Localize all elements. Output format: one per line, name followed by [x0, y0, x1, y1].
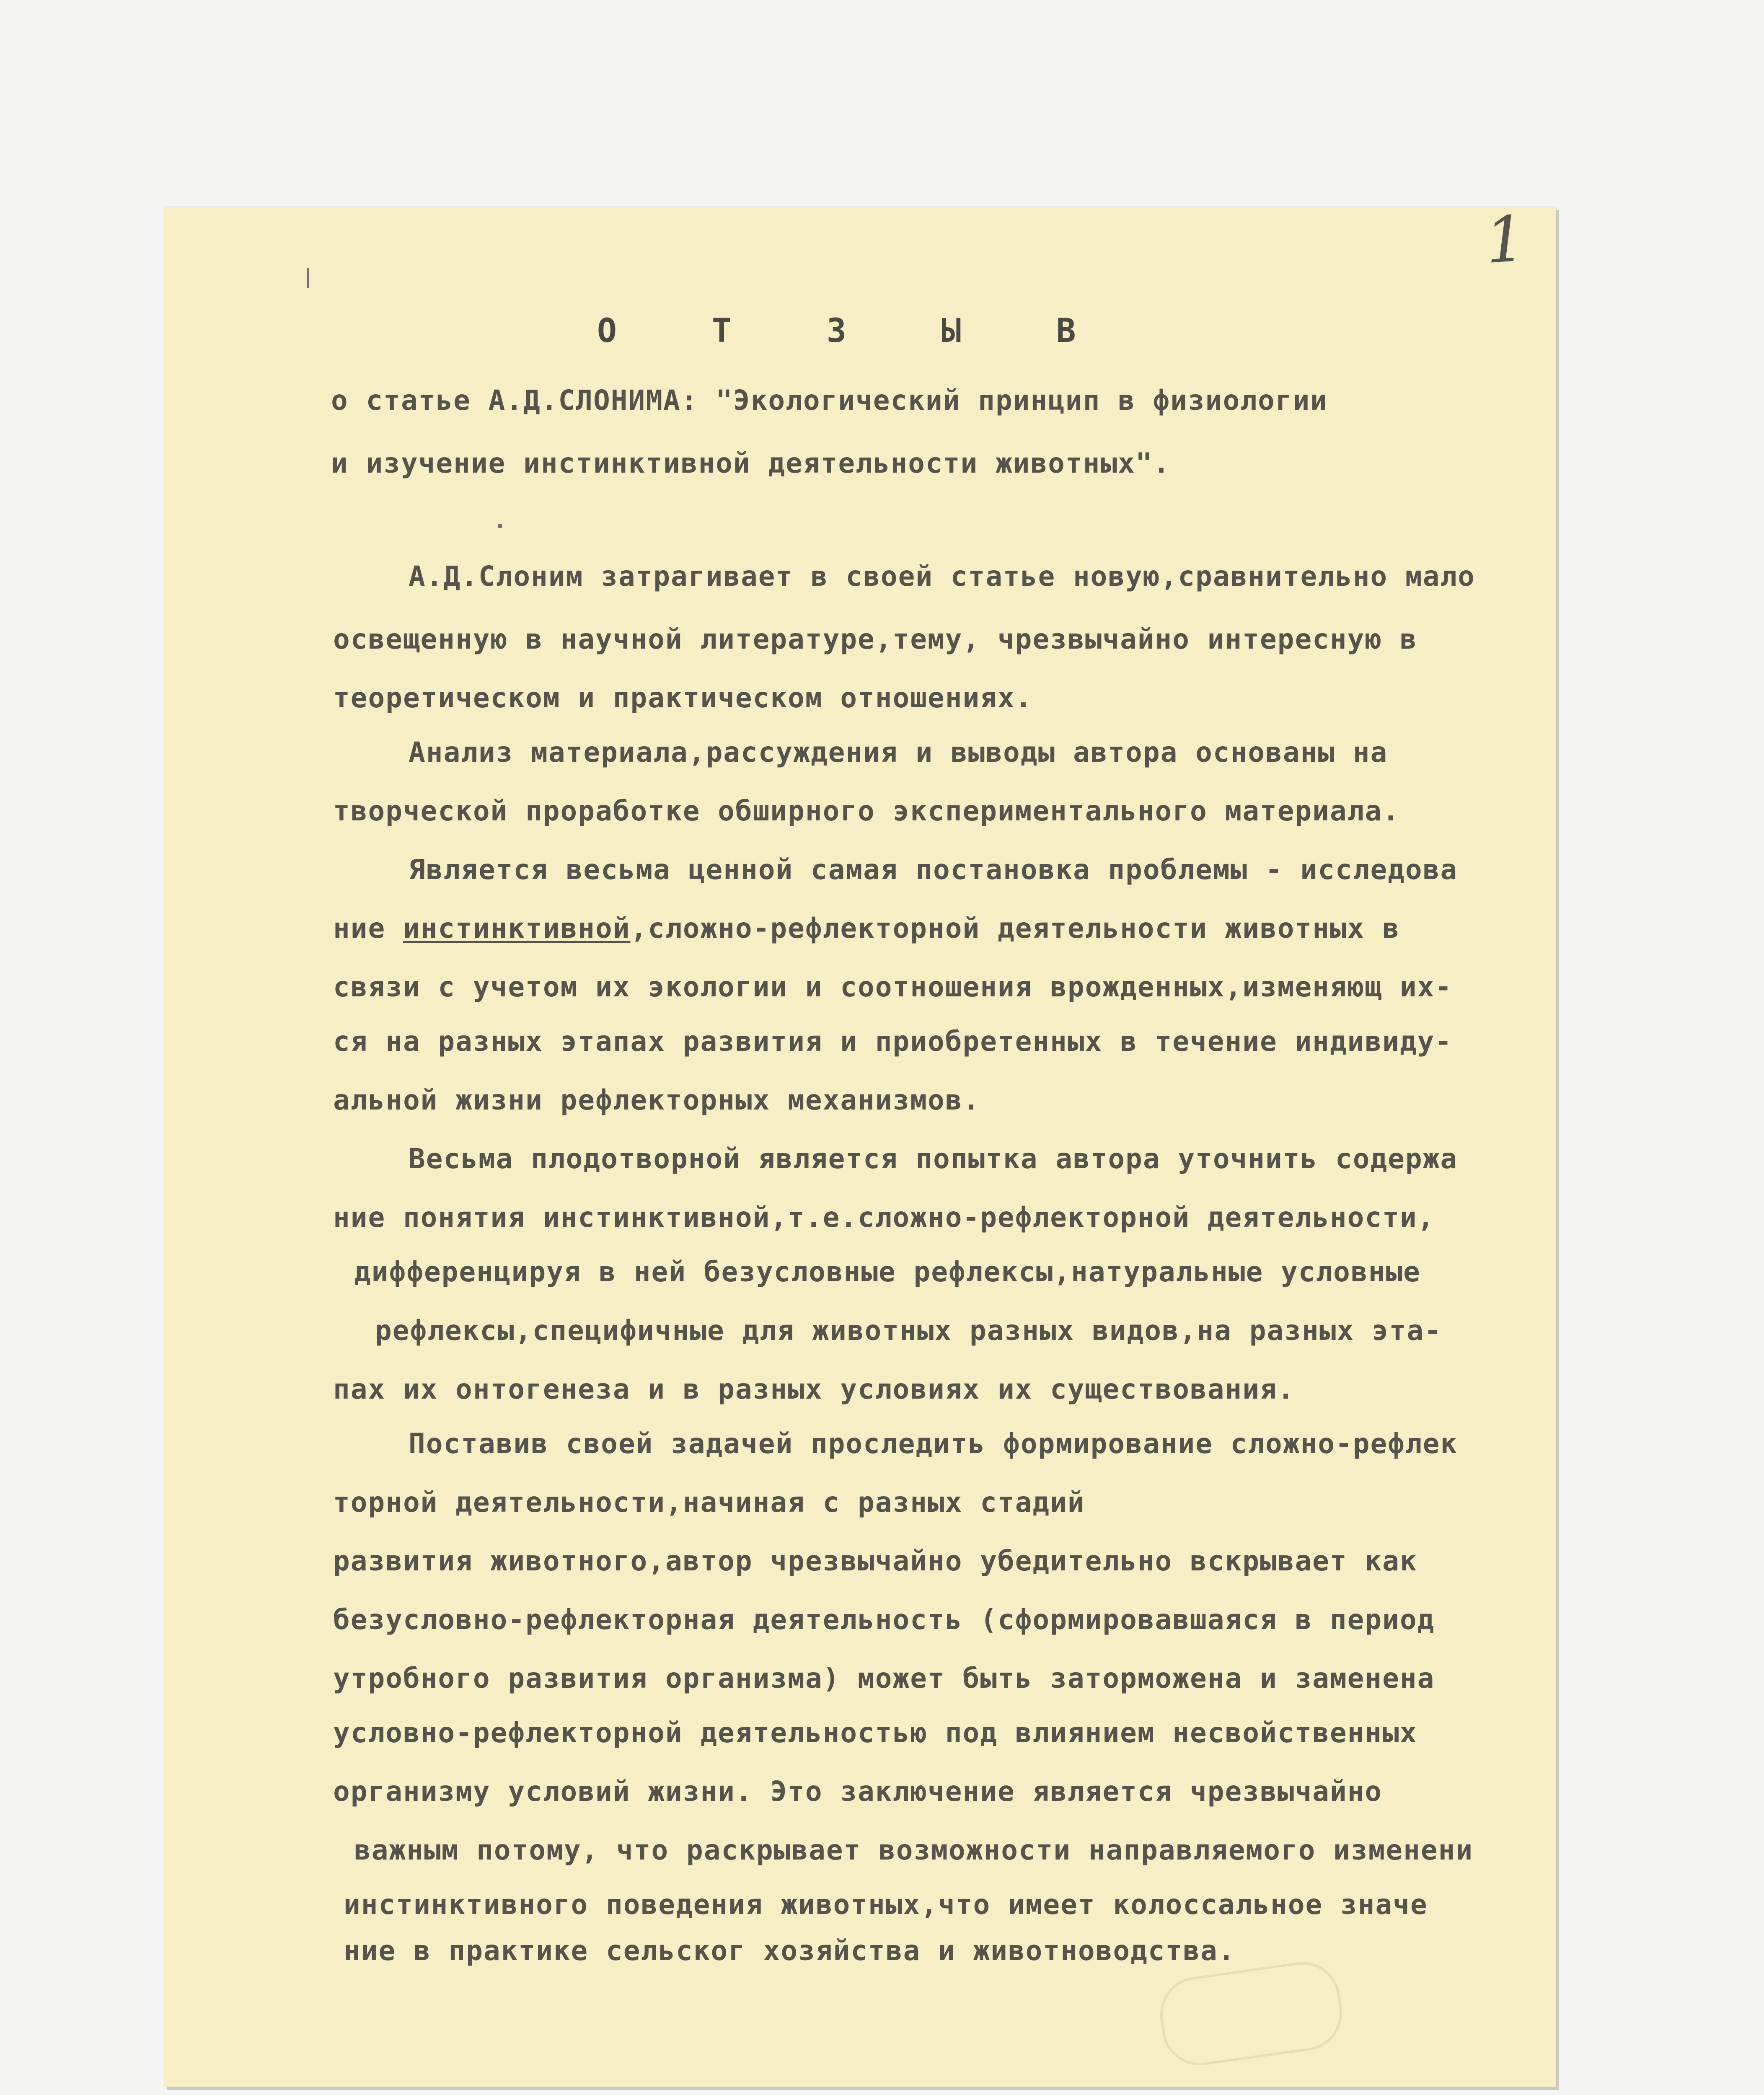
- body-line-20: утробного развития организма) может быть заторможена и заменена: [333, 1662, 1435, 1694]
- body-line-23: важным потому, что раскрывает возможности направляемого изменени: [354, 1834, 1474, 1866]
- body-line-4: Анализ материала,рассуждения и выводы автора основаны на: [409, 736, 1388, 768]
- body-line-25: ние в практике сельског хозяйства и животноводства.: [344, 1935, 1236, 1967]
- body-line-5: творческой проработке обширного экспериментального материала.: [333, 795, 1400, 827]
- body-line-13: дифференцируя в ней безусловные рефлексы,натуральные условные: [354, 1256, 1421, 1288]
- dot-mark: [498, 524, 502, 528]
- body-line-1: А.Д.Слоним затрагивает в своей статье новую,сравнительно мало: [409, 560, 1475, 592]
- page-number: 1: [1483, 202, 1528, 278]
- underlined-word: инстинктивной: [403, 912, 631, 944]
- subtitle-line-1: о статье А.Д.СЛОНИМА: "Экологический принцип в физиологии: [331, 384, 1328, 416]
- document-title: О Т З Ы В: [597, 312, 1114, 350]
- body-line-7-end: ,сложно-рефлекторной деятельности животных в: [630, 912, 1400, 944]
- margin-mark: [307, 268, 309, 288]
- body-line-2: освещенную в научной литературе,тему, чрезвычайно интересную в: [333, 623, 1417, 655]
- subtitle-line-2: и изучение инстинктивной деятельности животных".: [331, 447, 1171, 479]
- body-line-17: торной деятельности,начиная с разных стадий: [333, 1486, 1085, 1518]
- body-line-12: ние понятия инстинктивной,т.е.сложно-рефлекторной деятельности,: [333, 1201, 1435, 1234]
- body-line-14: рефлексы,специфичные для животных разных видов,на разных эта-: [375, 1314, 1442, 1347]
- body-line-3: теоретическом и практическом отношениях.: [333, 682, 1033, 714]
- body-line-7: [333, 912, 1400, 945]
- body-line-6: Является весьма ценной самая постановка проблемы - исследова: [409, 854, 1458, 886]
- body-line-7-start: ние: [333, 912, 403, 944]
- body-line-15: пах их онтогенеза и в разных условиях их существования.: [333, 1373, 1295, 1405]
- body-line-16: Поставив своей задачей проследить формирование сложно-рефлек: [409, 1428, 1458, 1460]
- body-line-9: ся на разных этапах развития и приобретенных в течение индивиду-: [333, 1025, 1453, 1058]
- body-line-22: организму условий жизни. Это заключение является чрезвычайно: [333, 1775, 1383, 1808]
- body-line-19: безусловно-рефлекторная деятельность (сформировавшаяся в период: [333, 1604, 1435, 1636]
- body-line-10: альной жизни рефлекторных механизмов.: [333, 1084, 980, 1116]
- body-line-24: инстинктивного поведения животных,что имеет колоссальное значе: [344, 1888, 1428, 1921]
- body-line-8: связи с учетом их экологии и соотношения врожденных,изменяющ их-: [333, 971, 1453, 1003]
- body-line-18: развития животного,автор чрезвычайно убедительно вскрывает как: [333, 1545, 1417, 1577]
- body-line-21: условно-рефлекторной деятельностью под влиянием несвойственных: [333, 1717, 1417, 1749]
- body-line-11: Весьма плодотворной является попытка автора уточнить содержа: [409, 1143, 1458, 1175]
